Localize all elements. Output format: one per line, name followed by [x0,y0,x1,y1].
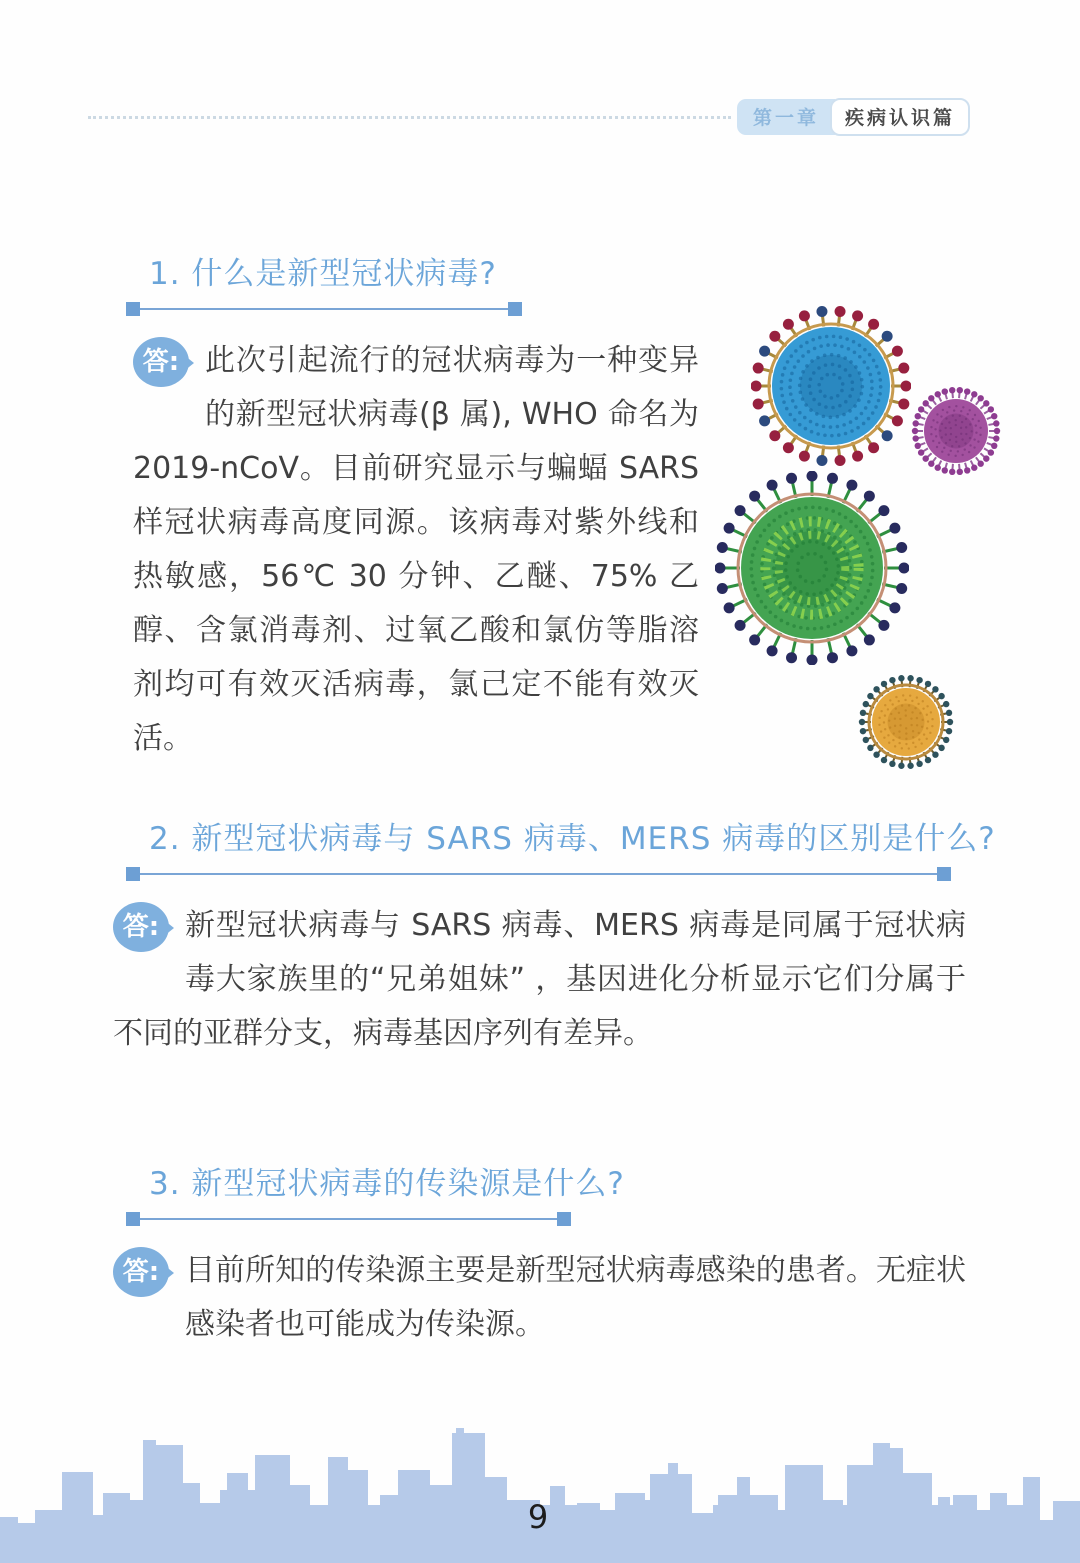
question-section-3 [122,1158,980,1352]
answer-text: 此次引起流行的冠状病毒为一种变异的新型冠状病毒(β 属), WHO 命名为 2019-nCoV。目前研究显示与蝙蝠 SARS 样冠状病毒高度同源。该病毒对紫外线和热敏感，56℃ 30 分钟、乙醚、75% 乙醇、含氯消毒剂、过氧乙酸和氯仿等脂溶剂均可有效灭活病毒，氯己定不能有效灭活。 [133,343,699,756]
chapter-header [88,100,970,134]
title-underline [127,308,521,310]
answer-badge: 答: [113,902,169,952]
answer-paragraph [113,1244,966,1352]
question-title: 3. 新型冠状病毒的传染源是什么? [149,1166,625,1202]
question-section-2 [113,813,996,1061]
question-section-1 [127,248,980,766]
answer-paragraph [133,334,699,766]
answer-paragraph [113,899,966,1061]
answer-text: 目前所知的传染源主要是新型冠状病毒感染的患者。无症状感染者也可能成为传染源。 [185,1253,966,1342]
city-skyline [0,1413,1080,1563]
dotted-rule [88,116,731,119]
question-title: 1. 什么是新型冠状病毒? [149,256,497,292]
answer-text: 新型冠状病毒与 SARS 病毒、MERS 病毒是同属于冠状病毒大家族里的“兄弟姐妹” ，基因进化分析显示它们分属于不同的亚群分支，病毒基因序列有差异。 [113,908,966,1051]
title-underline [127,873,950,875]
answer-badge: 答: [133,337,189,387]
section-badge: 疾病认识篇 [830,98,970,136]
chapter-badge: 第一章 [737,99,835,135]
city-skyline-path [0,1428,1080,1563]
answer-badge: 答: [113,1247,169,1297]
question-title: 2. 新型冠状病毒与 SARS 病毒、MERS 病毒的区别是什么? [149,821,996,857]
title-underline [127,1218,570,1220]
page-number: 9 [527,1498,549,1536]
